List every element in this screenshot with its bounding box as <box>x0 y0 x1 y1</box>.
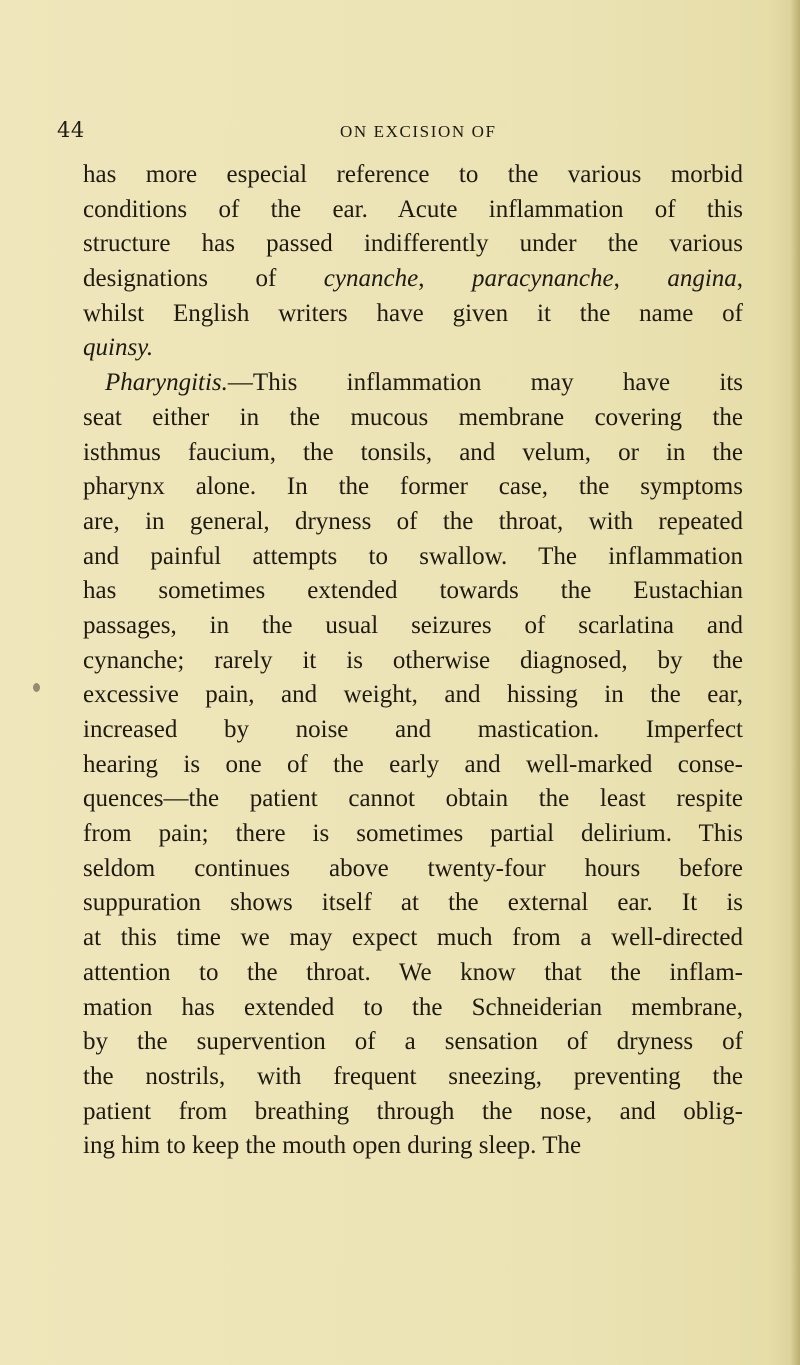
section-heading-pharyngitis: Pharyngitis. <box>105 369 228 397</box>
text-line: structure has passed indifferently under the various <box>83 230 743 258</box>
text-line: mation has extended to the Schneiderian membrane, <box>83 993 743 1021</box>
text-line: at this time we may expect much from a well-directed <box>83 924 743 952</box>
text-line: isthmus faucium, the tonsils, and velum, or in the <box>83 438 743 466</box>
text-line: and painful attempts to swallow. The inflammation <box>83 542 743 570</box>
text-segment: —This inflammation may have its <box>227 369 743 397</box>
separator: , <box>736 265 744 293</box>
term-quinsy: quinsy. <box>83 334 154 362</box>
text-line: seldom continues above twenty-four hours before <box>83 854 743 882</box>
text-line: attention to the throat. We know that the inflam- <box>83 958 743 986</box>
text-segment: designations of <box>83 265 324 293</box>
term-cynanche: cynanche <box>323 265 419 293</box>
text-line: pharynx alone. In the former case, the symptoms <box>83 473 743 501</box>
text-line: ing him to keep the mouth open during sleep. The <box>83 1132 582 1160</box>
body-text <box>83 158 743 1164</box>
running-head <box>0 118 800 148</box>
text-line: passages, in the usual seizures of scarlatina and <box>83 611 743 639</box>
text-line: seat either in the mucous membrane covering the <box>83 403 743 431</box>
text-line-quinsy <box>83 331 743 366</box>
text-line: suppuration shows itself at the external ear. It is <box>83 889 743 917</box>
running-title: ON EXCISION OF <box>340 122 497 141</box>
text-line-pharyngitis <box>83 366 743 401</box>
text-line: by the supervention of a sensation of dryness of <box>83 1028 743 1056</box>
separator: , <box>613 265 668 293</box>
text-line: increased by noise and mastication. Imperfect <box>83 716 743 743</box>
text-line: has more especial reference to the various morbid <box>83 161 743 188</box>
text-line: hearing is one of the early and well-marked conse- <box>83 750 743 778</box>
text-line: patient from breathing through the nose, and oblig- <box>83 1097 743 1125</box>
text-line: the nostrils, with frequent sneezing, preventing the <box>83 1062 743 1090</box>
page-number: 44 <box>57 118 85 142</box>
text-line: from pain; there is sometimes partial delirium. This <box>83 820 743 848</box>
text-line: quences—the patient cannot obtain the least respite <box>83 785 743 813</box>
text-line: cynanche; rarely it is otherwise diagnosed, by the <box>83 646 743 674</box>
term-angina: angina <box>667 265 737 293</box>
text-line: are, in general, dryness of the throat, with repeated <box>83 507 743 535</box>
page-edge-shadow <box>790 0 800 1365</box>
text-line: excessive pain, and weight, and hissing in the ear, <box>83 681 743 709</box>
term-paracynanche: paracynanche <box>471 265 614 293</box>
text-line: has sometimes extended towards the Eustachian <box>83 577 743 605</box>
ink-smudge <box>33 683 40 692</box>
text-line: whilst English writers have given it the name of <box>83 299 743 327</box>
text-line: conditions of the ear. Acute inflammation of this <box>83 195 743 223</box>
separator: , <box>418 265 472 293</box>
text-line-designations <box>83 262 743 297</box>
